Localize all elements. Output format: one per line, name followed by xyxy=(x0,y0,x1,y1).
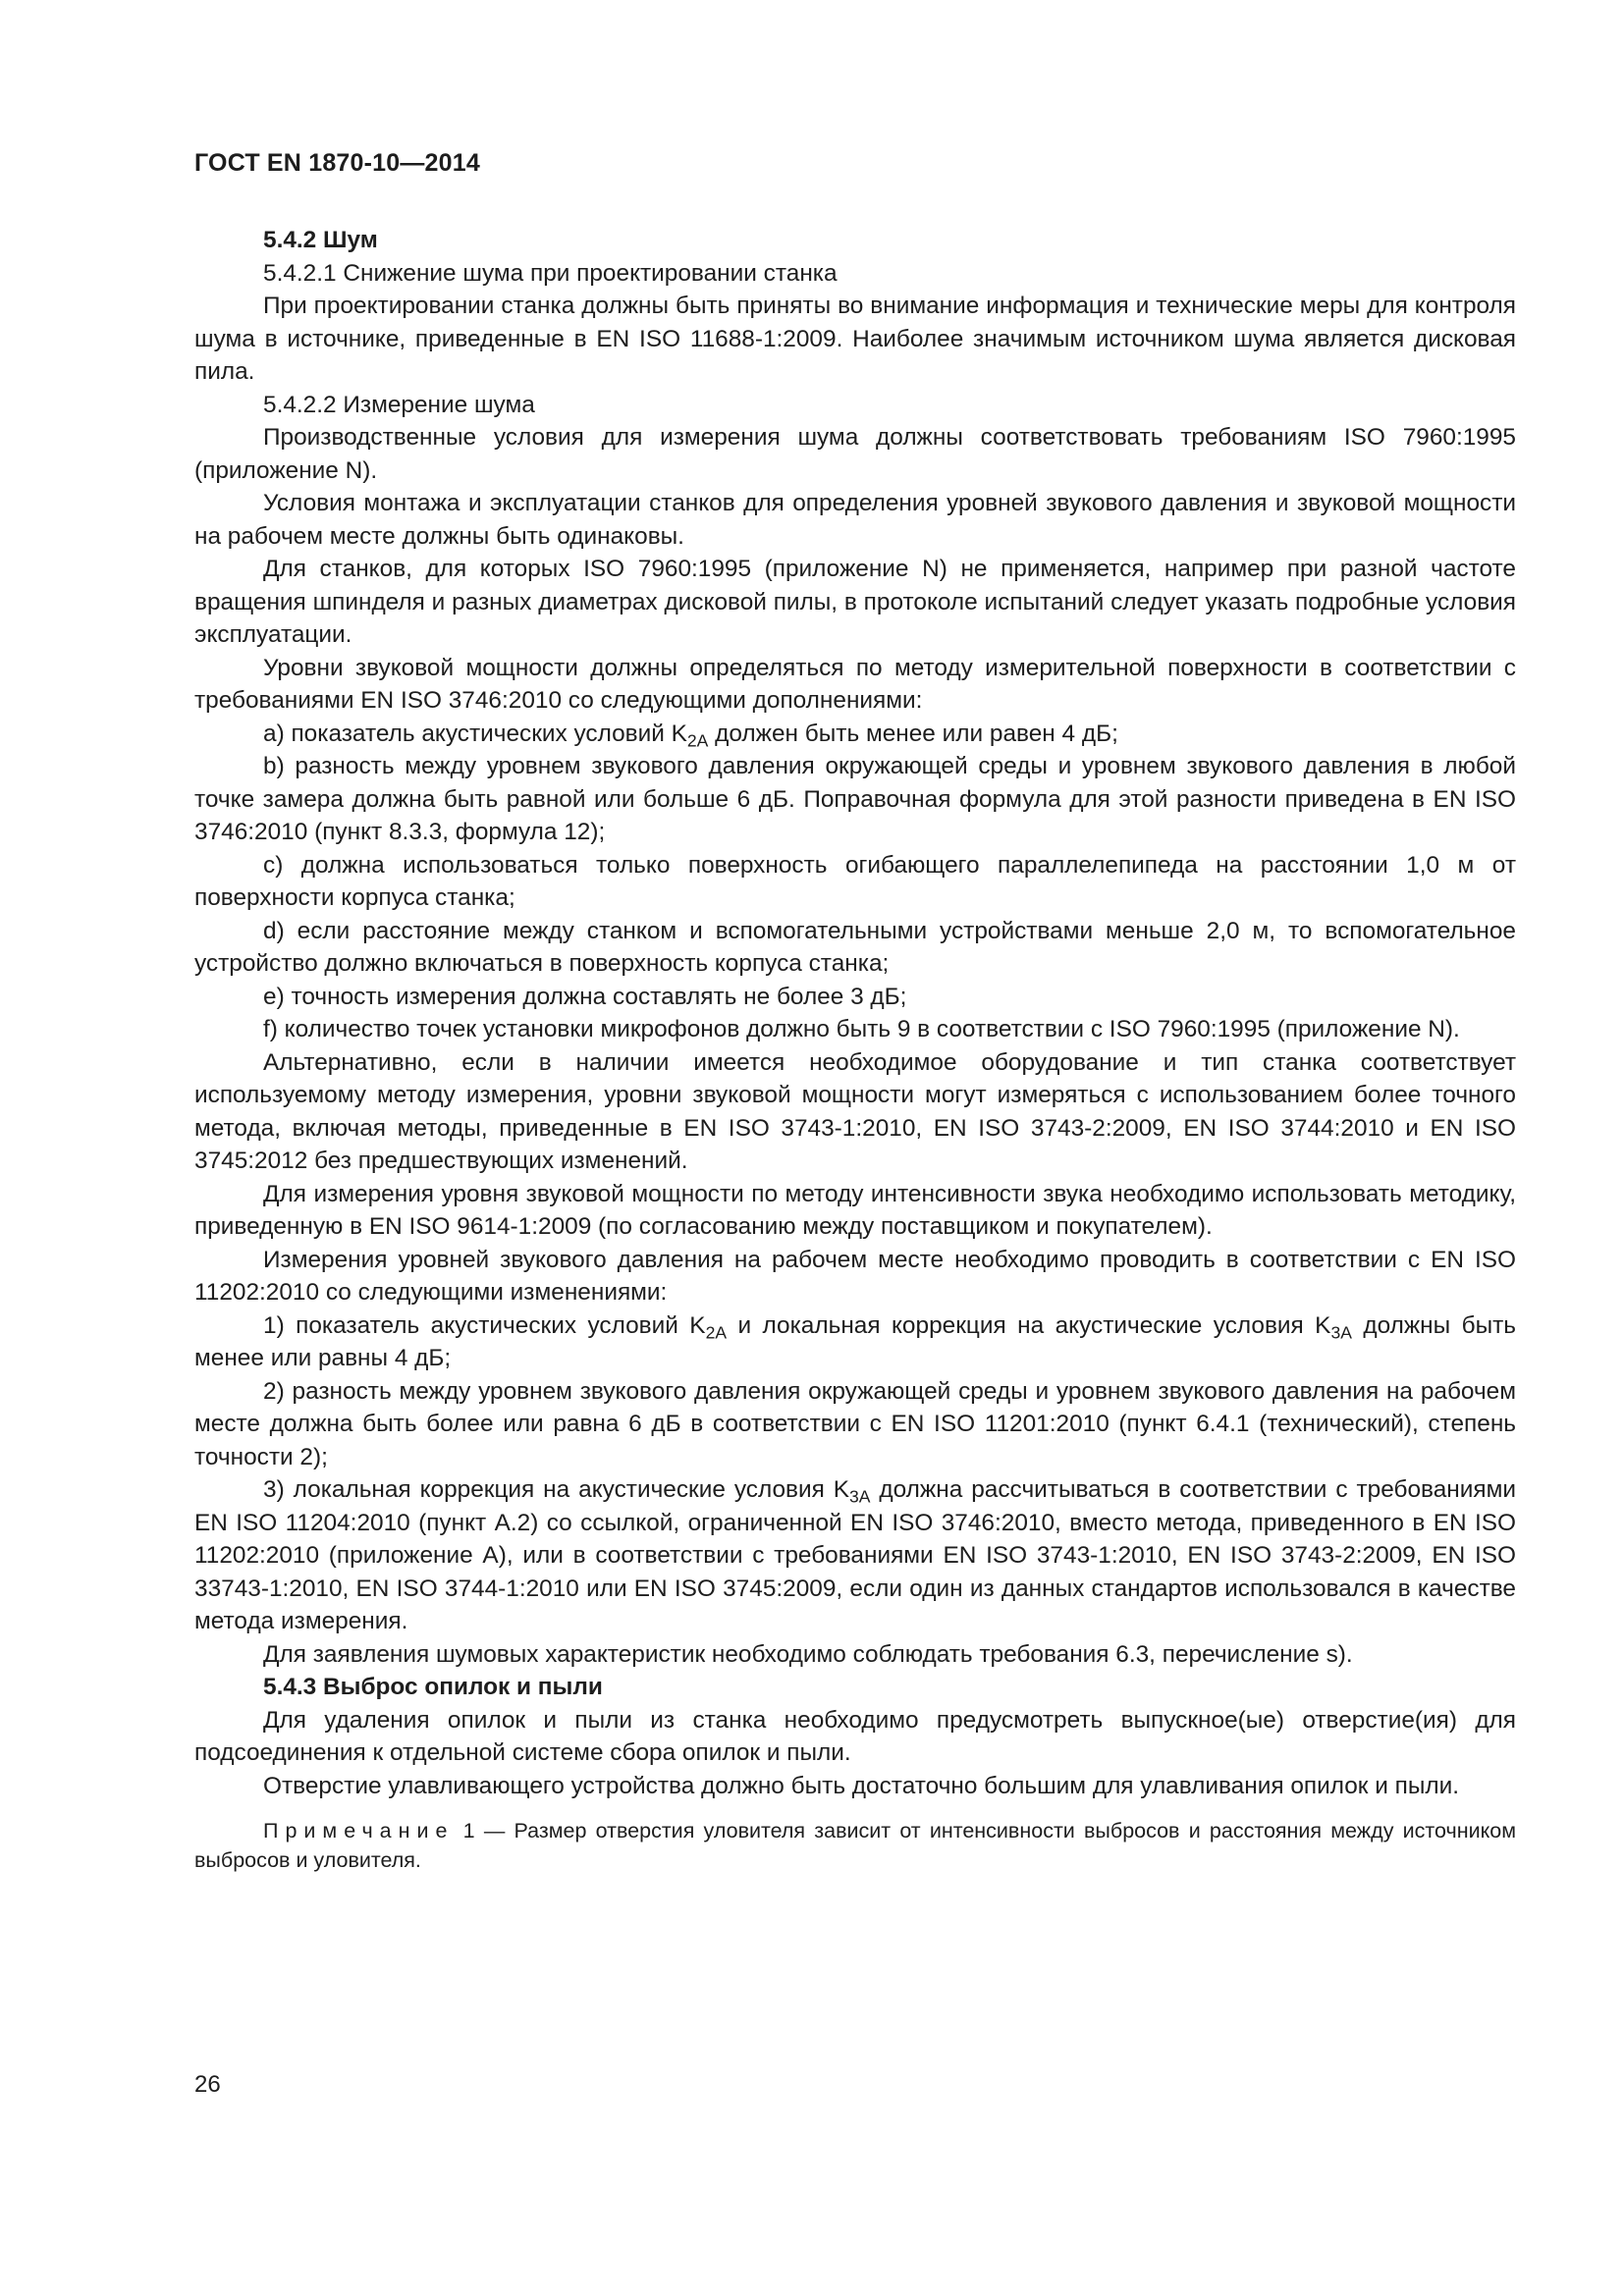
subscript: 2A xyxy=(686,730,709,751)
paragraph-mounting-conditions: Условия монтажа и эксплуатации станков для определения уровней звукового давления и звуковой мощности на рабочем месте должны быть одинаковы. xyxy=(194,490,1516,550)
list-item-a xyxy=(194,718,1516,751)
list-item-b: b) разность между уровнем звукового давления окружающей среды и уровнем звукового давления в любой точке замера должна быть равной или больше 6 дБ. Поправочная формула для этой разности приведена в EN ISO 3746:2010 (пункт 8.3.3, формула 12); xyxy=(194,753,1516,845)
list-item-1-text-end: должны быть менее или равны 4 дБ; xyxy=(194,1311,1516,1371)
paragraph-chip-outlet: Для удаления опилок и пыли из станка необходимо предусмотреть выпускное(ые) отверстие(ия) для подсоединения к отдельной системе сбора опилок и пыли. xyxy=(194,1706,1516,1766)
paragraph-capture-opening: Отверстие улавливающего устройства должно быть достаточно большим для улавливания опилок и пыли. xyxy=(263,1772,1460,1799)
subsection-title-noise-measurement: 5.4.2.2 Измерение шума xyxy=(263,391,535,418)
note-label: Примечание xyxy=(263,1819,455,1842)
list-item-1-text-mid: и локальная коррекция на акустические условия K xyxy=(727,1311,1331,1339)
paragraph-alternative: Альтернативно, если в наличии имеется необходимое оборудование и тип станка соответствует используемому методу измерения, уровни звуковой мощности могут измеряться с использованием более точного метода, включая методы, приведенные в EN ISO 3743-1:2010, EN ISO 3743-2:2009, EN ISO 3744:2010 и EN ISO 3745:2012 без предшествующих изменений. xyxy=(194,1048,1516,1174)
list-item-3-text-end: должна рассчитываться в соответствии с требованиями EN ISO 11204:2010 (пункт A.2) со ссылкой, ограниченной EN ISO 3746:2010, вместо метода, приведенного в EN ISO 11202:2010 (приложение A), или в соответствии с требованиями EN ISO 3743-1:2010, EN ISO 3743-2:2009, EN ISO 33743-1:2010, EN ISO 3744-1:2010 или EN ISO 3745:2009, если один из данных стандартов использовался в качестве метода измерения. xyxy=(194,1476,1516,1634)
subscript: 3A xyxy=(1330,1322,1352,1343)
list-item-2: 2) разность между уровнем звукового давления окружающей среды и уровнем звукового давления на рабочем месте должна быть более или равна 6 дБ в соответствии с EN ISO 11201:2010 (пункт 6.4.1 (технический), степень точности 2); xyxy=(194,1377,1516,1470)
section-title-noise: 5.4.2 Шум xyxy=(263,227,378,253)
list-item-f: f) количество точек установки микрофонов должно быть 9 в соответствии с ISO 7960:1995 (приложение N). xyxy=(263,1016,1460,1042)
page-number: 26 xyxy=(194,2071,221,2098)
note-text: 1 — Размер отверстия уловителя зависит от интенсивности выбросов и расстояния между источником выбросов и уловителя. xyxy=(194,1819,1516,1872)
subscript: 2A xyxy=(705,1322,728,1343)
paragraph-noise-reduction: При проектировании станка должны быть приняты во внимание информация и технические меры для контроля шума в источнике, приведенные в EN ISO 11688-1:2009. Наиболее значимым источником шума является дисковая пила. xyxy=(194,293,1516,385)
subscript: 3A xyxy=(849,1486,871,1507)
section-title-chips: 5.4.3 Выброс опилок и пыли xyxy=(263,1674,603,1700)
list-item-3-text-start: 3) локальная коррекция на акустические условия K xyxy=(263,1476,850,1503)
document-body xyxy=(194,224,1516,1875)
paragraph-intensity: Для измерения уровня звуковой мощности по методу интенсивности звука необходимо использовать методику, приведенную в EN ISO 9614-1:2009 (по согласованию между поставщиком и покупателем). xyxy=(194,1180,1516,1240)
list-item-a-text-end: должен быть менее или равен 4 дБ; xyxy=(708,720,1118,747)
list-item-1 xyxy=(194,1309,1516,1375)
subsection-title-noise-reduction: 5.4.2.1 Снижение шума при проектировании станка xyxy=(263,259,838,287)
paragraph-workstation: Измерения уровней звукового давления на рабочем месте необходимо проводить в соответствии с EN ISO 11202:2010 со следующими изменениями: xyxy=(194,1246,1516,1306)
document-header: ГОСТ EN 1870-10—2014 xyxy=(194,149,480,177)
list-item-1-text-start: 1) показатель акустических условий K xyxy=(263,1311,706,1339)
paragraph-power-levels: Уровни звуковой мощности должны определяться по методу измерительной поверхности в соответствии с требованиями EN ISO 3746:2010 со следующими дополнениями: xyxy=(194,654,1516,714)
list-item-d: d) если расстояние между станком и вспомогательными устройствами меньше 2,0 м, то вспомогательное устройство должно включаться в поверхность корпуса станка; xyxy=(194,917,1516,977)
list-item-a-text-start: a) показатель акустических условий K xyxy=(263,720,687,747)
paragraph-declaration: Для заявления шумовых характеристик необходимо соблюдать требования 6.3, перечисление s). xyxy=(263,1640,1353,1668)
paragraph-not-applicable: Для станков, для которых ISO 7960:1995 (приложение N) не применяется, например при разной частоте вращения шпинделя и разных диаметрах дисковой пилы, в протоколе испытаний следует указать подробные условия эксплуатации. xyxy=(194,556,1516,648)
paragraph-operating-conditions: Производственные условия для измерения шума должны соответствовать требованиям ISO 7960:1995 (приложение N). xyxy=(194,424,1516,484)
list-item-c: c) должна использоваться только поверхность огибающего параллелепипеда на расстоянии 1,0 м от поверхности корпуса станка; xyxy=(194,851,1516,911)
list-item-3 xyxy=(194,1473,1516,1638)
list-item-e: e) точность измерения должна составлять не более 3 дБ; xyxy=(263,983,907,1010)
note xyxy=(194,1816,1516,1875)
